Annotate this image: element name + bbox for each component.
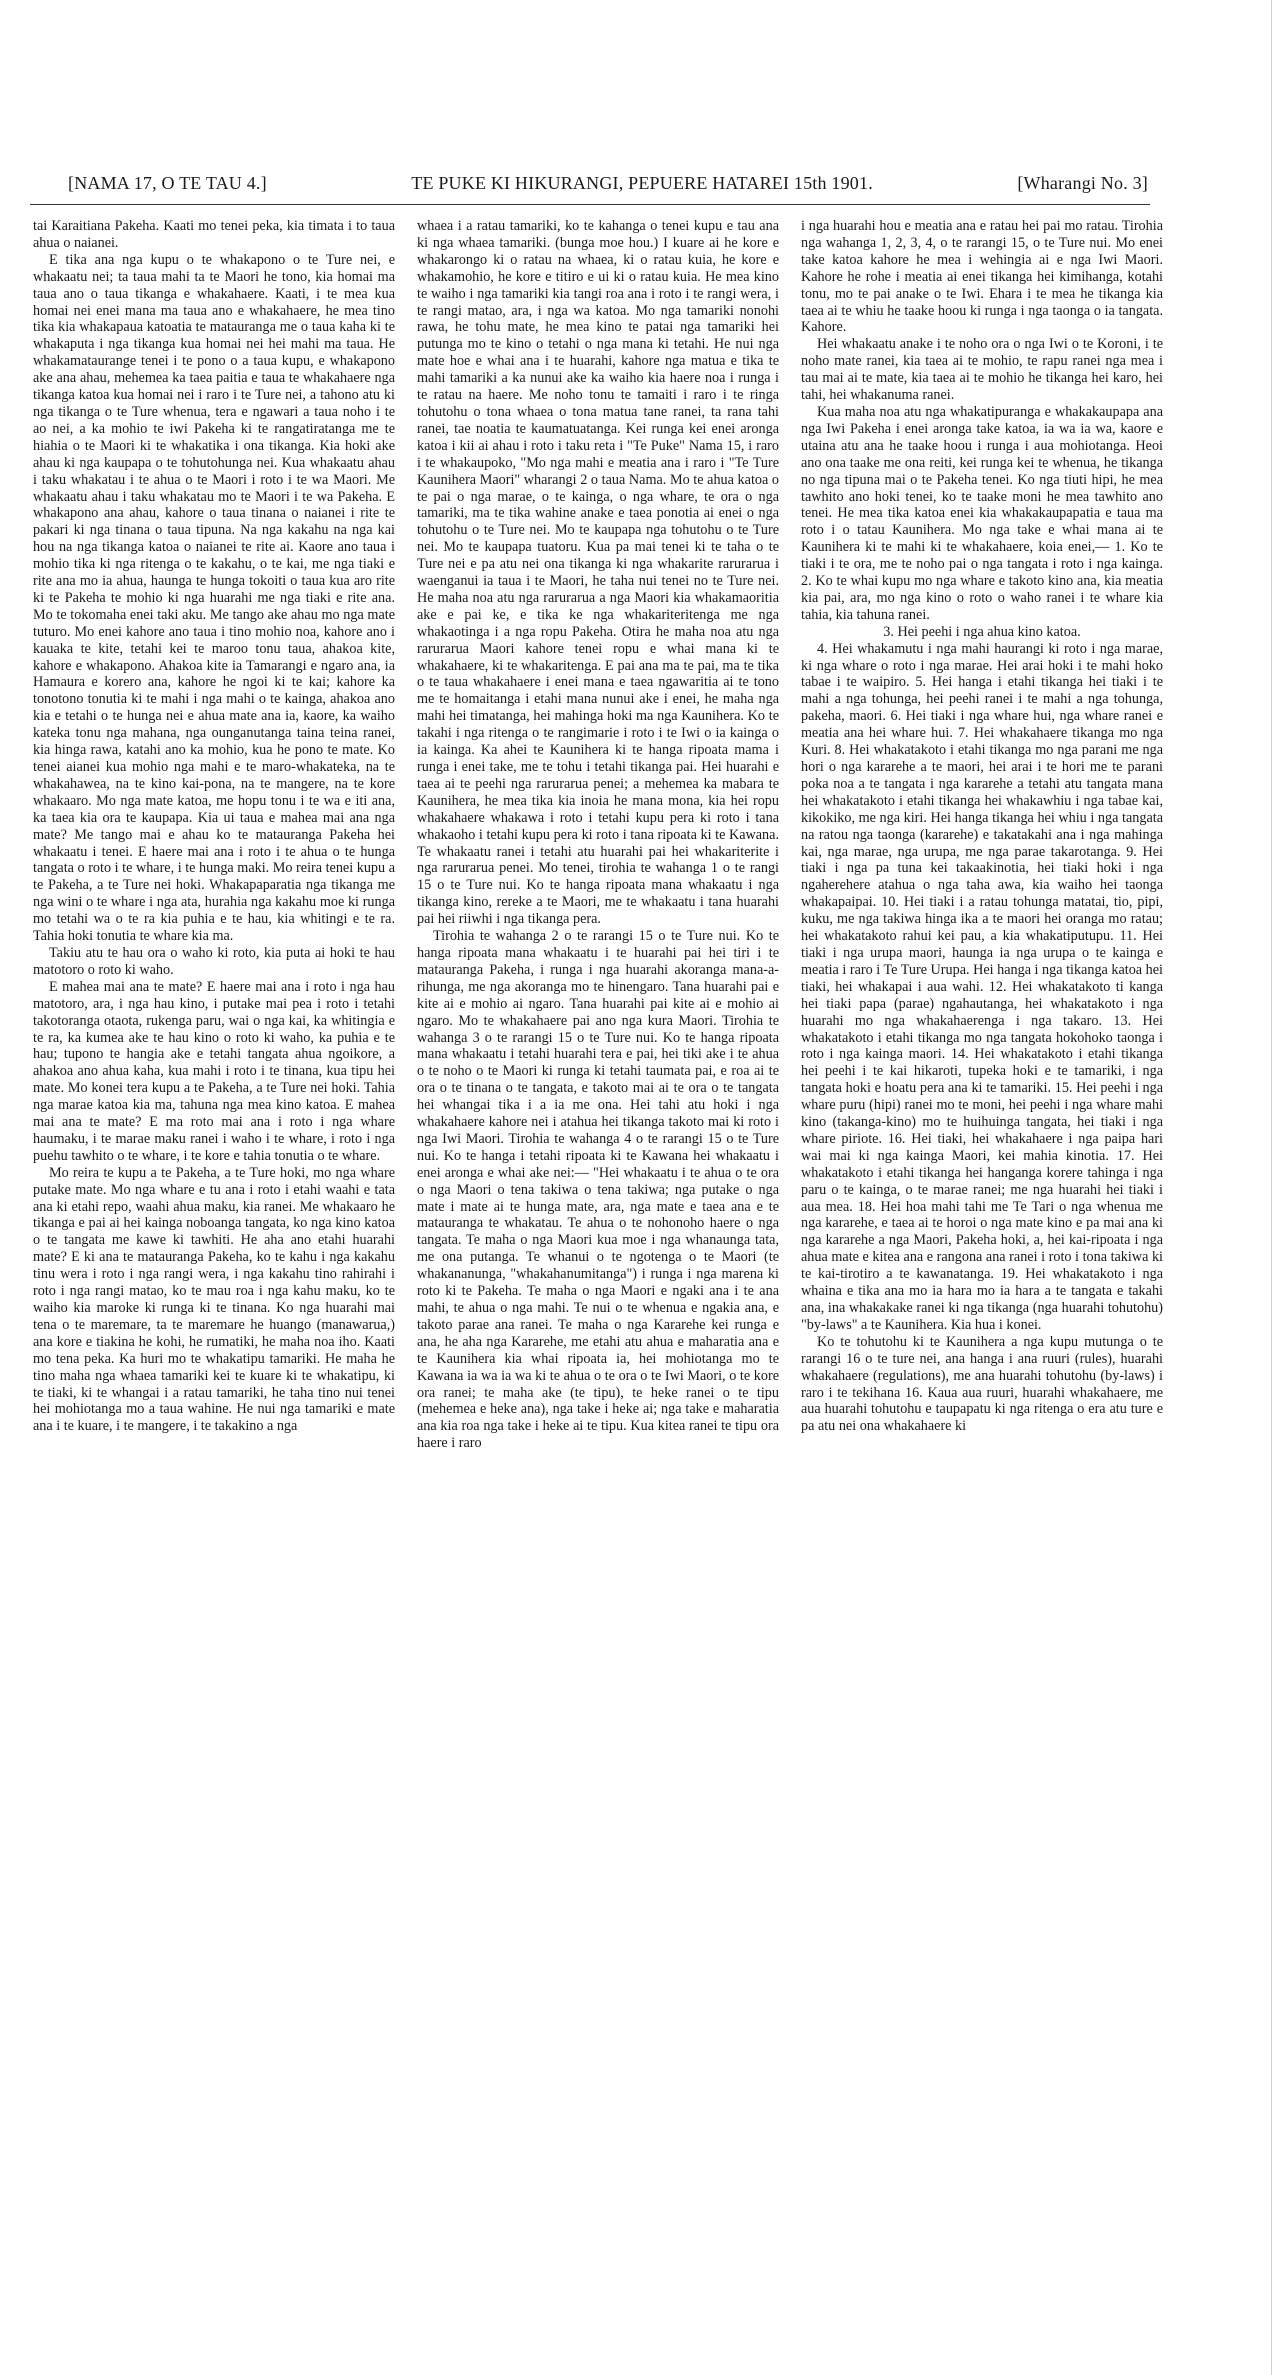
page-number: [Wharangi No. 3]: [1017, 172, 1148, 193]
newspaper-title: TE PUKE KI HIKURANGI, PEPUERE HATAREI 15th 1901.: [411, 172, 873, 193]
paragraph: E mahea mai ana te mate? E haere mai ana i roto i nga hau matotoro, ara, i nga hau kino, i putake mai pea i roto i tetahi takotoranga otaota, rukenga paru, wai o nga kai, ka whitingia e te ra, ka kumea ake te hau kino o roto ki waho, ka puhia e te hau; tupono te hangia ake e tetahi tangata ahua ngoikore, a ahakoa ano ahua kaha, kua mahi i roto i te tinana, kua tipu hei mate. Mo konei tera kupu a te Pakeha, a te Ture nei hoki. Tahia nga marae katoa kia ma, tahuna nga mea kino katoa. E mahea mai ana te mate? E ma roto mai ana i roto i nga whare haumaku, i te marae maku ranei i waho i te whare, i roto i nga puehu tawhito o te whare, i te kore e tahia tonutia o te whare.: [33, 978, 395, 1164]
paragraph: Mo reira te kupu a te Pakeha, a te Ture hoki, mo nga whare putake mate. Mo nga whare e tu ana i roto i etahi waahi e tata ana ki etahi repo, waahi ahua maku, kia ranei. Me whakaaro he tikanga e pai ai hei kainga noboanga tangata, ko nga kino katoa o te tangata me kawe ki tawhiti. He aha ano etahi huarahi mate? E ki ana te matauranga Pakeha, ko te kahu i nga kakahu tinu wera i roto i nga rangi wera, i nga kakahu tino rahirahi i roto i nga rangi matao, ko te mau roa i nga kahu maku, ko te waiho kia maroke ki runga ki te tinana. Ko nga huarahi mai tena o te maremare, ta te maremare he huango (manawarua,) ana kore e tiakina he kohi, he rumatiki, he maha noa iho. Kaati mo tena peka. Ka huri mo te whakatipu tamariki. He maha he tino maha nga whaea tamariki kei te kuare ki te whakatipu, ki te tiaki, ki te whangai i a ratau tamariki, he taha tino nui tenei hei mohiotanga mo a taua wahine. He nui nga tamariki e mate ana i te kuare, i te mangere, i te takakino a nga: [33, 1164, 395, 1435]
paragraph: i nga huarahi hou e meatia ana e ratau hei pai mo ratau. Tirohia nga wahanga 1, 2, 3, 4, o te rarangi 15, o te Ture nui. Mo enei take katoa kahore he mea i wehingia ai e nga Iwi Maori. Kahore he rohe i meatia ai enei tikanga hei kimihanga, kotahi tonu, mo te pai anake o te Iwi. Ehara i te mea he tikanga kia taea ai te whiu he taake hoou ki runga i nga taonga o ia tangata. Kahore.: [801, 218, 1163, 336]
text-columns: [33, 218, 1163, 2358]
paragraph: Ko te tohutohu ki te Kaunihera a nga kupu mutunga o te rarangi 16 o te ture nei, ana hanga i ana ruuri (rules), huarahi whakahaere (regulations), me ana huarahi tohutohu (by-laws) i raro i te tekihana 16. Kaua aua ruuri, huarahi whakahaere, me aua huarahi tohutohu e taupapatu ki nga ritenga o era atu ture e pa atu nei ona whakahaere ki: [801, 1333, 1163, 1435]
paragraph: whaea i a ratau tamariki, ko te kahanga o tenei kupu e tau ana ki nga whaea tamariki. (bunga moe hou.) I kuare ai he kore e whakarongo ki o ratau na whaea, ki o ratau kuia, he kore e whakamohio, he kore e titiro e ui ki o ratau kuia. He mea kino te waiho i nga tamariki kia tangi roa ana i roto i te rangi wera, i te rangi matao, ara, i nga wa katoa. Mo nga tamariki nonohi rawa, he tohu mate, he mea kino te patai nga tamariki hei putunga mo te kino o tetahi o nga mana ki tetahi. He nui nga mate hoe e whai ana i te huarahi, kahore nga matua e tika te mahi tamariki a ka nunui ake ka waiho kia haere noa i runga i te ratau na haere. Me noho tonu te tamaiti i raro i te ringa tohutohu o tona whaea o tona matua tane ranei, ta rana tahi ranei, tae noatia te kaumatuatanga. Kei runga kei enei aronga katoa i kii ai ahau i roto i taku reta i "Te Puke" Nama 15, i raro i te whakaupoko, "Mo nga mahi e meatia ana i raro i "Te Ture Kaunihera Maori" wharangi 2 o taua Nama. Mo te ahua katoa o te pai o nga marae, o te kainga, o nga whare, te ora o nga tamariki, ma te tika wahine anake e taea ponotia ai enei o nga tohutohu o te Ture nei. Mo te kaupapa nga tohutohu o te Ture nei. Mo te kaupapa tuatoru. Kua pa mai tenei ki te taha o te Ture nei e pa atu nei ona tikanga ki nga whakarite rarurarua i waenganui ia taua i te Maori, he taha nui tenei no te Ture nei. He maha noa atu nga rarurarua a nga Maori kia whakamaoritia ake e pai ke, e tika ke nga whakariteritenga me nga whakaotinga i a nga ropu Pakeha. Otira he maha noa atu nga rarurarua Maori kahore tenei ropu e whai mana ki te whakahaere, ki te whakaritenga. E pai ana ma te pai, ma te tika o te taua whakahaere i enei mana e taea ngawaritia ai te tono me te homaitanga i etahi mana nunui ake i enei, he maha nga mahi hei timatanga, hei mahinga hoki ma nga Kaunihera. Ko te takahi i nga ritenga o te rangimarie i roto i te Iwi o ia kainga o ia kainga. Ka ahei te Kaunihera ki te hanga ripoata mama i runga i enei take, me te tohu i tetahi tikanga pai. Hei huarahi e taea ai te peehi nga rarurarua penei; a mehemea ka mabara te Kaunihera, he mea tika kia inoia he mana mona, kia hei ropu whakahaere whakawa i roto i tetahi kupu pera ki roto i tana whakaoho i tetahi kupu pera ki roto i tana ripoata ki te Kawana. Te whakaatu ranei i tetahi atu huarahi pai hei whakariterite i nga rarurarua penei. Mo tenei, tirohia te wahanga 1 o te rangi 15 o te Ture nui. Ko te hanga ripoata mana whakaatu i nga tikanga kino, rereke a te Maori, me te whakaatu i tana huarahi pai hei riiwhi i nga tikanga pera.: [417, 218, 779, 928]
scan-edge: [1271, 0, 1272, 2375]
paragraph: Hei whakaatu anake i te noho ora o nga Iwi o te Koroni, i te noho mate ranei, kia taea ai te mohio, te rapu ranei nga mea i tau mai ai te mate, kia taea ai te mohio he tikanga hei karo, hei tahi, hei whakanuma ranei.: [801, 336, 1163, 404]
paragraph: tai Karaitiana Pakeha. Kaati mo tenei peka, kia timata i to taua ahua o naianei.: [33, 218, 395, 251]
running-header: [68, 168, 1148, 198]
column-2: [417, 218, 779, 2348]
paragraph: Tirohia te wahanga 2 o te rarangi 15 o te Ture nui. Ko te hanga ripoata mana whakaatu i te huarahi pai hei tiri i te matauranga Pakeha, i runga i nga huarahi akoranga mana-a-rihunga, me nga akoranga mo te hinengaro. Tana huarahi pai e kite ai e mohio ai ngaro. Tana huarahi pai kite ai e mohio ai ngaro. Mo te whakahaere pai ano nga kura Maori. Tirohia te wahanga 3 o te rarangi 15 o te Ture nui. Ko te hanga ripoata mana whakaatu i tetahi huarahi tera e pai, hei tiki ake i te ahua o te noho o te Maori ki runga ki tetahi taumata pai, e roa ai te ora o te tinana o te tangata, e takoto mai ai te ora o te tangata hei whangai tika i a ia me ona. Hei tahi atu hoki i nga whakahaere kahore nei i atahua hei tikanga takoto mai ki roto i nga Iwi Maori. Tirohia te wahanga 4 o te rarangi 15 o te Ture nui. Ko te hanga i tetahi ripoata ki te Kawana hei whakaatu i enei aronga e whai ake nei:— "Hei whakaatu i te ahua o te ora o nga Maori o tena takiwa o tena takiwa; nga putake o nga mate i mate ai te hunga mate, ara, nga mate e taea ana e te matauranga te whakatau. Te ahua o te nohonoho haere o nga tangata. Te maha o nga Maori kua moe i nga whanaunga tata, me ona putanga. Te whanui o te ngotenga o te Maori (te whakananunga, "whakahanumitanga") i runga i nga marena ki roto ki te Pakeha. Te maha o nga Maori e ngaki ana i te ana mahi, te ahua o nga mahi. Te nui o te whenua e ngakia ana, e takoto parae ana ranei. Te maha o nga Kararehe kei runga e ana, he aha nga Kararehe, me etahi atu ahua e maharatia ana e te Kaunihera kia whai ripoata ia, hei mohiotanga mo te Kawana ia wa ia wa ki te ahua o te ora o te Iwi Maori, o te kore ora ranei; te maha ake (te tipu), te heke ranei o te tipu (mehemea e heke ana), nga take i heke ai; nga take e maharatia ana kia roa nga take i heke ai te tipu. Kua kitea ranei te tipu ora haere i raro: [417, 928, 779, 1452]
header-rule: [30, 204, 1150, 205]
column-1: [33, 218, 395, 2348]
issue-number: [NAMA 17, O TE TAU 4.]: [68, 172, 267, 193]
column-3: [801, 218, 1163, 2348]
paragraph: Kua maha noa atu nga whakatipuranga e whakakaupapa ana nga Iwi Pakeha i enei aronga take katoa, ia wa ia wa, kaore e utaina atu ana he taake hoou i runga i aua mohiotanga. Heoi ano ona taake me ona reiti, kei runga kei te whenua, he tikanga no nga tipuna mai o te Pakeha tenei. Ko nga tiuti hipi, he mea tawhito ano hoki tenei, ko te taake moni he mea tawhito ano tenei. He mea tika katoa enei kia whakakaupapatia e taua ma roto i o tatau Kaunihera. Mo nga take e whai mana ai te Kaunihera ki te mahi ki te whakahaere, koia enei,— 1. Ko te tiaki i te ora, me te noho pai o nga tangata i roto i nga kainga. 2. Ko te whai kupu mo nga whare e takoto kino ana, kia meatia kia pai, ara, mo nga kino o roto o waho ranei i te whare kia tahia, kia tahuna ranei.: [801, 403, 1163, 623]
paragraph: 4. Hei whakamutu i nga mahi haurangi ki roto i nga marae, ki nga whare o roto i nga marae. Hei arai hoki i te mahi hoko tabae i te waipiro. 5. Hei hanga i etahi tikanga hei tiaki i te mahi a nga tohunga, hei peehi ranei i te mahi a nga tohunga, pakeha, maori. 6. Hei tiaki i nga whare hui, nga whare ranei e meatia ana hei whare hui. 7. Hei whakahaere tikanga mo nga Kuri. 8. Hei whakatakoto i etahi tikanga mo nga parani me nga hori o nga kararehe a te maori, hei arai i te hori me te parani poka noa a te tangata i nga kararehe a tetahi atu tangata mana hei whakatakoto i etahi tikanga hei whakawhiu i nga tabae kai, kikokiko, me nga kiri. Hei hanga tikanga hei whiu i nga tangata na ratou nga taonga (kararehe) e takatakahi ana i nga mahinga kai, nga marae, nga urupa, me nga parae takarotanga. 9. Hei tiaki i nga pa tuna kei takaakinotia, hei tiaki hoki i nga ngaherehere atahua o nga taha awa, kia waiho hei taonga whakapaipai. 10. Hei tiaki i a ratau tohunga matatai, tio, pipi, kuku, me nga takiwa hinga ika a te maori hei oranga mo ratau; hei whakatakoto rahui kei pau, a kia whakatiputupu. 11. Hei tiaki i nga urupa maori, haunga ia nga urupa o te kainga e meatia i raro i Te Ture Urupa. Hei hanga i nga tikanga katoa hei tiaki, hei whakapai i aua wahi. 12. Hei whakatakoto ti kanga hei tiaki papa (parae) ngahautanga, hei whakatakoto i nga huarahi mo nga whakahaerenga i nga takaro. 13. Hei whakatakoto i etahi tikanga mo nga tangata hokohoko taonga i roto i nga kainga maori. 14. Hei whakatakoto i etahi tikanga hei peehi i te kai hikaroti, tupeka hoki e te tamariki, i nga tangata hoki e hoatu pera ana ki te tamariki. 15. Hei peehi i nga whare puru (hipi) ranei mo te moni, hei peehi i nga whare mahi kino (takanga-kino) mo te huihuinga tangata, hei tiaki i nga whare piriote. 16. Hei tiaki, hei whakahaere i nga paipa hari wai mai ki nga kainga Maori, kei mahia kinotia. 17. Hei whakatakoto i etahi tikanga hei hanganga korere tahinga i nga paru o te kainga, o te marae ranei; me nga huarahi hei tiaki i aua mea. 18. Hei hoa mahi tahi me Te Tari o nga whenua me nga kararehe, e taea ai te horoi o nga mate kino e pa mai ana ki nga kararehe a nga Maori, Pakeha hoki, a, hei kai-ripoata i nga ahua mate e kitea ana e rangona ana ranei i roto i tona takiwa ki te kai-tirotiro a te kawanatanga. 19. Hei whakatakoto i nga whaina e tika ana mo ia hara mo ia hara a te tangata e takahi ana, ina whakakake ranei ki nga tikanga (nga huarahi tohutohu) "by-laws" a te Kaunihera. Kia hua i konei.: [801, 640, 1163, 1333]
paragraph: E tika ana nga kupu o te whakapono o te Ture nei, e whakaatu nei; ta taua mahi ta te Maori he tono, kia homai ma taua ano o taua tikanga e whakahaere. Kaati, i te mea kua homai nei enei mana ma taua ano e whakahaere, he mea tino tika kia whakapaua katoatia te matauranga me o taua kaha ki te whakaputa i nga tikanga kua homai nei hei mahi ma taua. He whakamataurange tenei i te pono o a taua kupu, e whakapono ake ana ahau, mehemea ka taea paitia e taua te whakahaere nga tikanga katoa kua homai nei i raro i te Ture nei, a tahono atu ki nga tikanga o te Ture whenua, tera e ngawari a taua noho i te ao nei, a ka mohio te iwi Pakeha ki te rangatiratanga me te hiahia o te Maori ki te whakatika i ona tikanga. Kia hoki ake ahau ki nga kaupapa o te tohutohunga nei. Kua whakaatu ahau i taku whakatau i te ahua o te Maori i roto i te wa Maori. Me whakaatu ahau i taku whakatau mo te Maori i te wa Pakeha. E whakapono ana ahau, kahore o taua tinana o naianei i rite te pakari ki nga tinana o taua tipuna. Na nga kakahu na nga kai hou na nga tikanga katoa o naianei te rite ai. Kaore ano taua i mohio tika ki nga ritenga o te kakahu, o te kai, me nga tiaki e rite ana mo ia ahua, haunga te hunga tokoiti o taua kua aro rite ki te Pakeha te mohio ki nga huarahi me nga tiaki e rite ana. Mo te tokomaha enei taki aku. Me tango ake ahau mo nga mate tuturo. Mo enei kahore ano taua i tino mohio noa, kahore ano i kauaka te kite, tetahi kei te maroo tonu taua, ahakoa kite, kahore e whakapono. Ahakoa kite ia Tamarangi e ngaro ana, ia Hamaura e korero ana, kahore he ngoi ki te kai; kahore ka tonotono tonutia ki te mahi i nga mahi o te kainga, ahakoa ano kia e tetahi o te hunga nei e ahua mate ana ia, kaore, ka waiho kateka tonu nga mahana, nga ounganutanga taina teina ranei, kia hinga rawa, katahi ano ka mohio, kua he pono te mate. Ko tenei aianei kua mohio nga mahi e te maro-whakateka, na te whakahawea, na te kino kai-pona, na te mangere, na te kore whakaaro. Mo nga mate katoa, me hopu tonu i te wa e iti ana, ka taea kia ora te kaupapa. Kia ui taua e mahea mai ana nga mate? Me tango mai e ahau ko te matauranga Pakeha hei whakaatu i tenei. E haere mai ana i roto i te ahua o te hunga tangata o roto i te whare, i te hunga maki. Mo reira tenei kupu a te Pakeha, a te Ture nei hoki. Whakapaparatia nga tikanga me nga wini o te whare i nga ata, hurahia nga kakahu moe ki runga mo tetahi wa o te ra kia puhia e te hau, kia whitingi e te ra. Tahia hoki tonutia te whare kia ma.: [33, 251, 395, 945]
paragraph: 3. Hei peehi i nga ahua kino katoa.: [883, 623, 1081, 640]
paragraph: Takiu atu te hau ora o waho ki roto, kia puta ai hoki te hau matotoro o roto ki waho.: [33, 944, 395, 978]
